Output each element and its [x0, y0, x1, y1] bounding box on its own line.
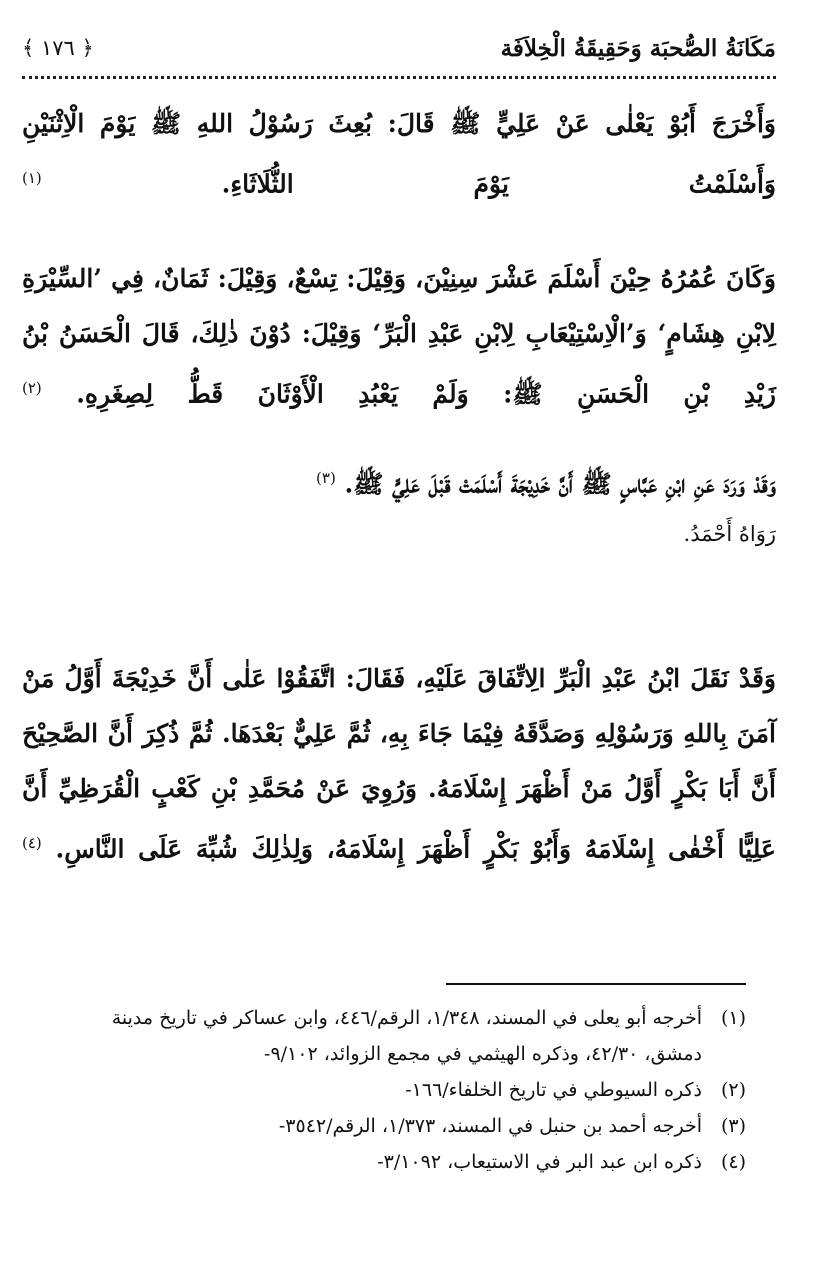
- page-number: ﴿ ١٧٦ ﴾: [22, 36, 94, 60]
- footnote-ref-1[interactable]: (١): [22, 169, 42, 187]
- footnote-number: (٤): [720, 1151, 746, 1173]
- footnote-text: ذكره السيوطي في تاريخ الخلفاء/١٦٦-: [405, 1079, 702, 1101]
- paragraph-text: وَأَخْرَجَ أَبُوْ يَعْلٰى عَنْ عَلِيٍّ ﷺ قَالَ: بُعِثَ رَسُوْلُ اللهِ ﷺ يَوْمَ الْاِثْنَيْنِ وَأَسْلَمْتُ يَوْمَ الثُّلَاثَاءِ.: [22, 109, 776, 199]
- paragraph-text: وَقَدْ نَقَلَ ابْنُ عَبْدِ الْبَرِّ الِاتِّفَاقَ عَلَيْهِ، فَقَالَ: اتَّفَقُوْا عَلٰى أَنَّ خَدِيْجَةَ أَوَّلُ مَنْ آمَنَ بِاللهِ وَرَسُوْلِهِ وَصَدَّقَهُ فِيْمَا جَاءَ بِهِ، ثُمَّ عَلِيٌّ بَعْدَهَا. ثُمَّ ذُكِرَ أَنَّ الصَّحِيْحَ أَنَّ أَبَا بَكْرٍ أَوَّلُ مَنْ أَظْهَرَ إِسْلَامَهُ. وَرُوِيَ عَنْ مُحَمَّدِ بْنِ كَعْبٍ الْقُرَظِيِّ أَنَّ عَلِيًّا أَخْفٰى إِسْلَامَهُ وَأَبُوْ بَكْرٍ أَظْهَرَ إِسْلَامَهُ، وَلِذٰلِكَ شُبِّهَ عَلَى النَّاسِ.: [22, 664, 776, 864]
- footnote-item: [60, 1000, 746, 1072]
- narration-note: رَوَاهُ أَحْمَدُ.: [683, 522, 776, 547]
- footnote-item: [60, 1144, 746, 1180]
- header-divider: [22, 76, 776, 79]
- paragraph-2: [22, 251, 776, 476]
- footnote-number: (١): [720, 1007, 746, 1029]
- page-header: [22, 24, 776, 72]
- footnote-item: [60, 1108, 746, 1144]
- paragraph-text: وَكَانَ عُمُرُهُ حِيْنَ أَسْلَمَ عَشْرَ سِنِيْنَ، وَقِيْلَ: تِسْعٌ، وَقِيْلَ: ثَمَانٌ، فِي ’السِّيْرَةِ لِابْنِ هِشَامٍ‘ وَ’الْاِسْتِيْعَابِ لِابْنِ عَبْدِ الْبَرِّ‘ وَقِيْلَ: دُوْنَ ذٰلِكَ، قَالَ الْحَسَنُ بْنُ زَيْدِ بْنِ الْحَسَنِ ﷺ: وَلَمْ يَعْبُدِ الْأَوْثَانَ قَطُّ لِصِغَرِهِ.: [22, 264, 776, 409]
- footnote-text: أخرجه أبو يعلى في المسند، ١/٣٤٨، الرقم/٤٤٦، وابن عساكر في تاريخ مدينة دمشق، ٤٢/٣٠، وذكره الهيثمي في مجمع الزوائد، ٩/١٠٢-: [111, 1007, 702, 1065]
- footnotes: [60, 1000, 746, 1180]
- paragraph-4: [22, 651, 776, 931]
- footnote-ref-2[interactable]: (٢): [22, 379, 42, 397]
- running-title: مَكَانَةُ الصُّحبَة وَحَقِيقَةُ الْخِلاَفَة: [500, 34, 776, 62]
- paragraph-text: وَقَدْ وَرَدَ عَنِ ابْنِ عَبَّاسٍ ﷺ أَنَّ خَدِيْجَةَ أَسْلَمَتْ قَبْلَ عَلِيٍّ ﷺ.: [344, 469, 776, 499]
- footnote-text: أخرجه أحمد بن حنبل في المسند، ١/٣٧٣، الرقم/٣٥٤٢-: [278, 1115, 702, 1137]
- footnote-ref-4[interactable]: (٤): [22, 834, 42, 852]
- footnote-text: ذكره ابن عبد البر في الاستيعاب، ٣/١٠٩٢-: [377, 1151, 702, 1173]
- footnote-item: [60, 1072, 746, 1108]
- paragraph-1: [22, 96, 776, 266]
- footnote-number: (٣): [720, 1115, 746, 1137]
- paragraph-3: [22, 451, 776, 557]
- footnote-divider: [446, 983, 746, 985]
- footnote-ref-3[interactable]: (٣): [316, 469, 336, 487]
- footnote-number: (٢): [720, 1079, 746, 1101]
